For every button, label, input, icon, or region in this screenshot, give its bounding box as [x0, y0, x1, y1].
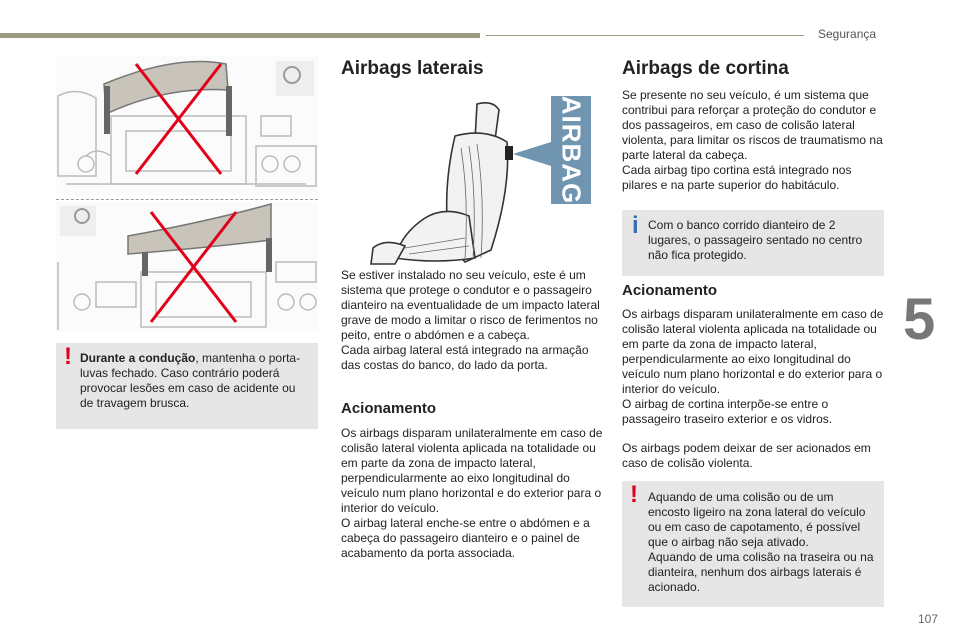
glovebox-warning-note — [56, 343, 318, 429]
side-airbags-intro: Se estiver instalado no seu veículo, este é um sistema que protege o condutor e o passageiro dianteiro na eventualidade de um impacto lateral grave de modo a limitar o risco de ferimentos no peito, entre o abdómen e a cabeça. Cada airbag lateral está integrado na armação das costas do banco, do lado da porta. — [341, 268, 600, 372]
curtain-airbags-activation-text: Os airbags disparam unilateralmente em caso de colisão lateral violenta aplicada na totalidade ou em parte da zona de impacto lateral, perpendicularmente ao eixo longitudinal do veículo num plano horizontal e do exterior para o interior do veículo. O airbag de cortina interpõe-se entre o passageiro traseiro exterior e os vidros. — [622, 307, 884, 426]
curtain-airbags-title: Airbags de cortina — [622, 58, 789, 79]
curtain-airbags-extra-text: Os airbags podem deixar de ser acionados em caso de colisão violenta. — [622, 441, 871, 470]
header-rule — [0, 33, 480, 38]
bench-seat-info-note — [622, 210, 884, 276]
warning-icon: ! — [64, 343, 72, 370]
curtain-airbags-intro: Se presente no seu veículo, é um sistema que contribui para reforçar a proteção do condutor e dos passageiros, em caso de colisão lateral violenta, para limitar os riscos de traumatismo na parte lateral da cabeça. Cada airbag tipo cortina está integrado nos pilares e na parte superior do habitáculo. — [622, 88, 883, 192]
page-number: 107 — [918, 612, 939, 626]
warning-bold-text: Durante a condução — [80, 351, 196, 365]
seat-illustration — [365, 98, 555, 266]
illustration-divider — [56, 199, 318, 200]
info-icon: i — [632, 212, 639, 239]
info-note-text: Com o banco corrido dianteiro de 2 lugares, o passageiro sentado no centro não fica protegido. — [648, 218, 863, 262]
curtain-airbags-activation-heading: Acionamento — [622, 282, 718, 299]
side-airbags-activation-text: Os airbags disparam unilateralmente em caso de colisão lateral violenta aplicada na totalidade ou em parte da zona de impacto lateral, perpendicularmente ao eixo longitudinal do veículo num plano horizontal e do exterior para o interior do veículo. O airbag lateral enche-se entre o abdómen e a cabeça do passageiro dianteiro e o painel de acabamento da porta associada. — [341, 426, 603, 560]
section-title: Segurança — [818, 27, 877, 41]
warning-text — [80, 351, 310, 411]
curtain-airbags-warning-note — [622, 481, 884, 607]
airbag-label-tag — [551, 96, 591, 204]
side-airbags-title: Airbags laterais — [341, 58, 484, 79]
warning-body-text: , mantenha o porta-luvas fechado. Caso contrário poderá provocar lesões em caso de acidente ou de travagem brusca. — [80, 351, 301, 410]
chapter-number: 5 — [903, 287, 936, 352]
airbag-label: AIRBAG — [556, 95, 587, 205]
warning-icon: ! — [630, 481, 638, 508]
header-thin-rule — [486, 35, 804, 36]
glovebox-illustration-bottom — [56, 202, 318, 332]
glovebox-illustration-top — [56, 56, 318, 196]
side-airbags-activation-heading: Acionamento — [341, 400, 437, 417]
curtain-warning-text: Aquando de uma colisão ou de um encosto ligeiro na zona lateral do veículo ou em caso de capotamento, é possível que o airbag não seja ativado. Aquando de uma colisão na traseira ou na dianteira, nenhum dos airbags laterais é acionado. — [648, 490, 874, 594]
